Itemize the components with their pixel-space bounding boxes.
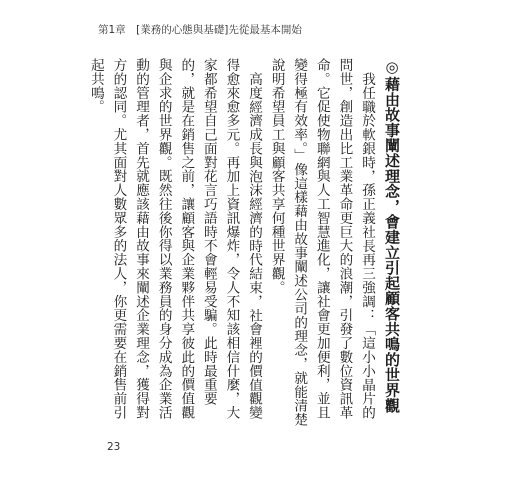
page-body	[87, 58, 405, 430]
paragraph-1: 我任職於軟銀時，孫正義社長再三強調：「這小小晶片的問世，創造出比工業革命更巨大的浪潮，引發了數位資訊革命。它促使物聯網與人工智慧進化，讓社會更加便利，並且變得極有效率。」像這樣藉由故事闡述公司的理念，就能清楚說明希望員工與顧客共享何種世界觀。	[268, 58, 375, 427]
paragraph-2: 高度經濟成長與泡沫經濟的時代結束，社會裡的價值觀變得愈來愈多元。再加上資訊爆炸，令人不知該相信什麼，大家都希望自己面對花言巧語時不會輕易受騙。此時最重要的，就是在銷售之前，讓顧客與企業夥伴共享彼此的價值觀與企求的世界觀。既然往後你得以業務員的身分成為企業活動的管理者，首先就應該藉由故事來闡述企業理念，獲得對方的認同。尤其面對人數眾多的法人，你更需要在銷售前引起共鳴。	[87, 58, 263, 420]
page-number: 23	[107, 441, 121, 453]
running-header: 第1章 [業務的心態與基礎]先從最基本開始	[98, 24, 302, 36]
section-heading: ◎藉由故事闡述理念，會建立引起顧客共鳴的世界觀	[383, 58, 401, 413]
